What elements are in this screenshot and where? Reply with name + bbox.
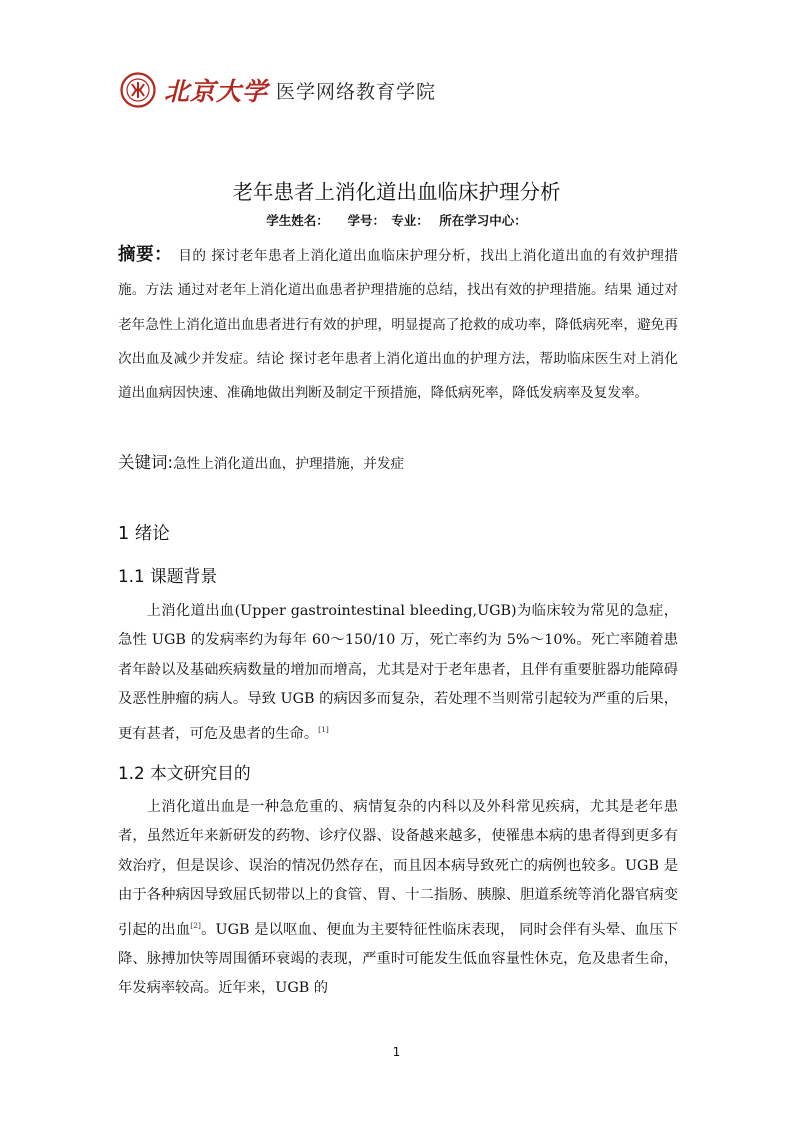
subsection-heading-background: 1.1 课题背景 <box>118 566 218 586</box>
keywords-label: 关键词: <box>118 453 174 472</box>
institution-header <box>120 70 436 110</box>
keywords-text: 急性上消化道出血，护理措施，并发症 <box>173 456 405 472</box>
paragraph-text-continued: 。UGB 是以呕血、便血为主要特征性临床表现， 同时会伴有头晕、血压下降、脉搏加快等周围循环衰竭的表现，严重时可能发生低血容量性休克，危及患者生命，年发病率较高。近年来，UGB 的 <box>118 921 679 997</box>
university-name: 北京大学 <box>164 77 269 106</box>
citation-1: [1] <box>318 724 329 734</box>
student-info-line: 学生姓名： 学号： 专业： 所在学习中心： <box>266 213 527 228</box>
paragraph-text: 上消化道出血是一种急危重的、病情复杂的内科以及外科常见疾病，尤其是老年患者，虽然近年来新研发的药物、诊疗仪器、设备越来越多，使罹患本病的患者得到更多有效治疗，但是误诊、误治的情况仍然存在，而且因本病导致死亡的病例也较多。UGB 是由于各种病因导致屈氏韧带以上的食管、胃、十二指肠、胰腺、胆道系统等消化器官病变引起的出血 <box>118 799 678 938</box>
abstract <box>118 238 678 410</box>
school-name: 医学网络教育学院 <box>276 80 437 103</box>
citation-2: [2] <box>190 920 201 930</box>
university-seal-icon <box>120 72 156 108</box>
paragraph-text: 上消化道出血(Upper gastrointestinal bleeding,UGB)为临床较为常见的急症，急性 UGB 的发病率约为每年 60～150/10 万，死亡率约为 5%～10%。死亡率随着患者年龄以及基础疾病数量的增加而增高，尤其是对于老年患者，且伴有重要脏器功能障碍及恶性肿瘤的病人。导致 UGB 的病因多而复杂，若处理不当则常引起较为严重的后果，更有甚者，可危及患者的生命。 <box>118 603 678 742</box>
paragraph-background <box>118 597 678 749</box>
subsection-heading-purpose: 1.2 本文研究目的 <box>118 763 251 783</box>
section-heading-introduction: 1 绪论 <box>118 524 170 544</box>
abstract-text: 目的 探讨老年患者上消化道出血临床护理分析，找出上消化道出血的有效护理措施。方法 通过对老年上消化道出血患者护理措施的总结，找出有效的护理措施。结果 通过对老年急性上消化道出血患者进行有效的护理，明显提高了抢救的成功率，降低病死率，避免再次出血及减少并发症。结论 探讨老年患者上消化道出血的护理方法，帮助临床医生对上消化道出血病因快速、准确地做出判断及制定干预措施，降低病死率，降低发病率及复发率。 <box>118 248 679 402</box>
paragraph-purpose <box>118 793 678 1004</box>
abstract-label: 摘要： <box>118 245 173 265</box>
page-number: 1 <box>392 1045 401 1059</box>
keywords <box>118 449 678 473</box>
paper-title: 老年患者上消化道出血临床护理分析 <box>232 180 561 204</box>
